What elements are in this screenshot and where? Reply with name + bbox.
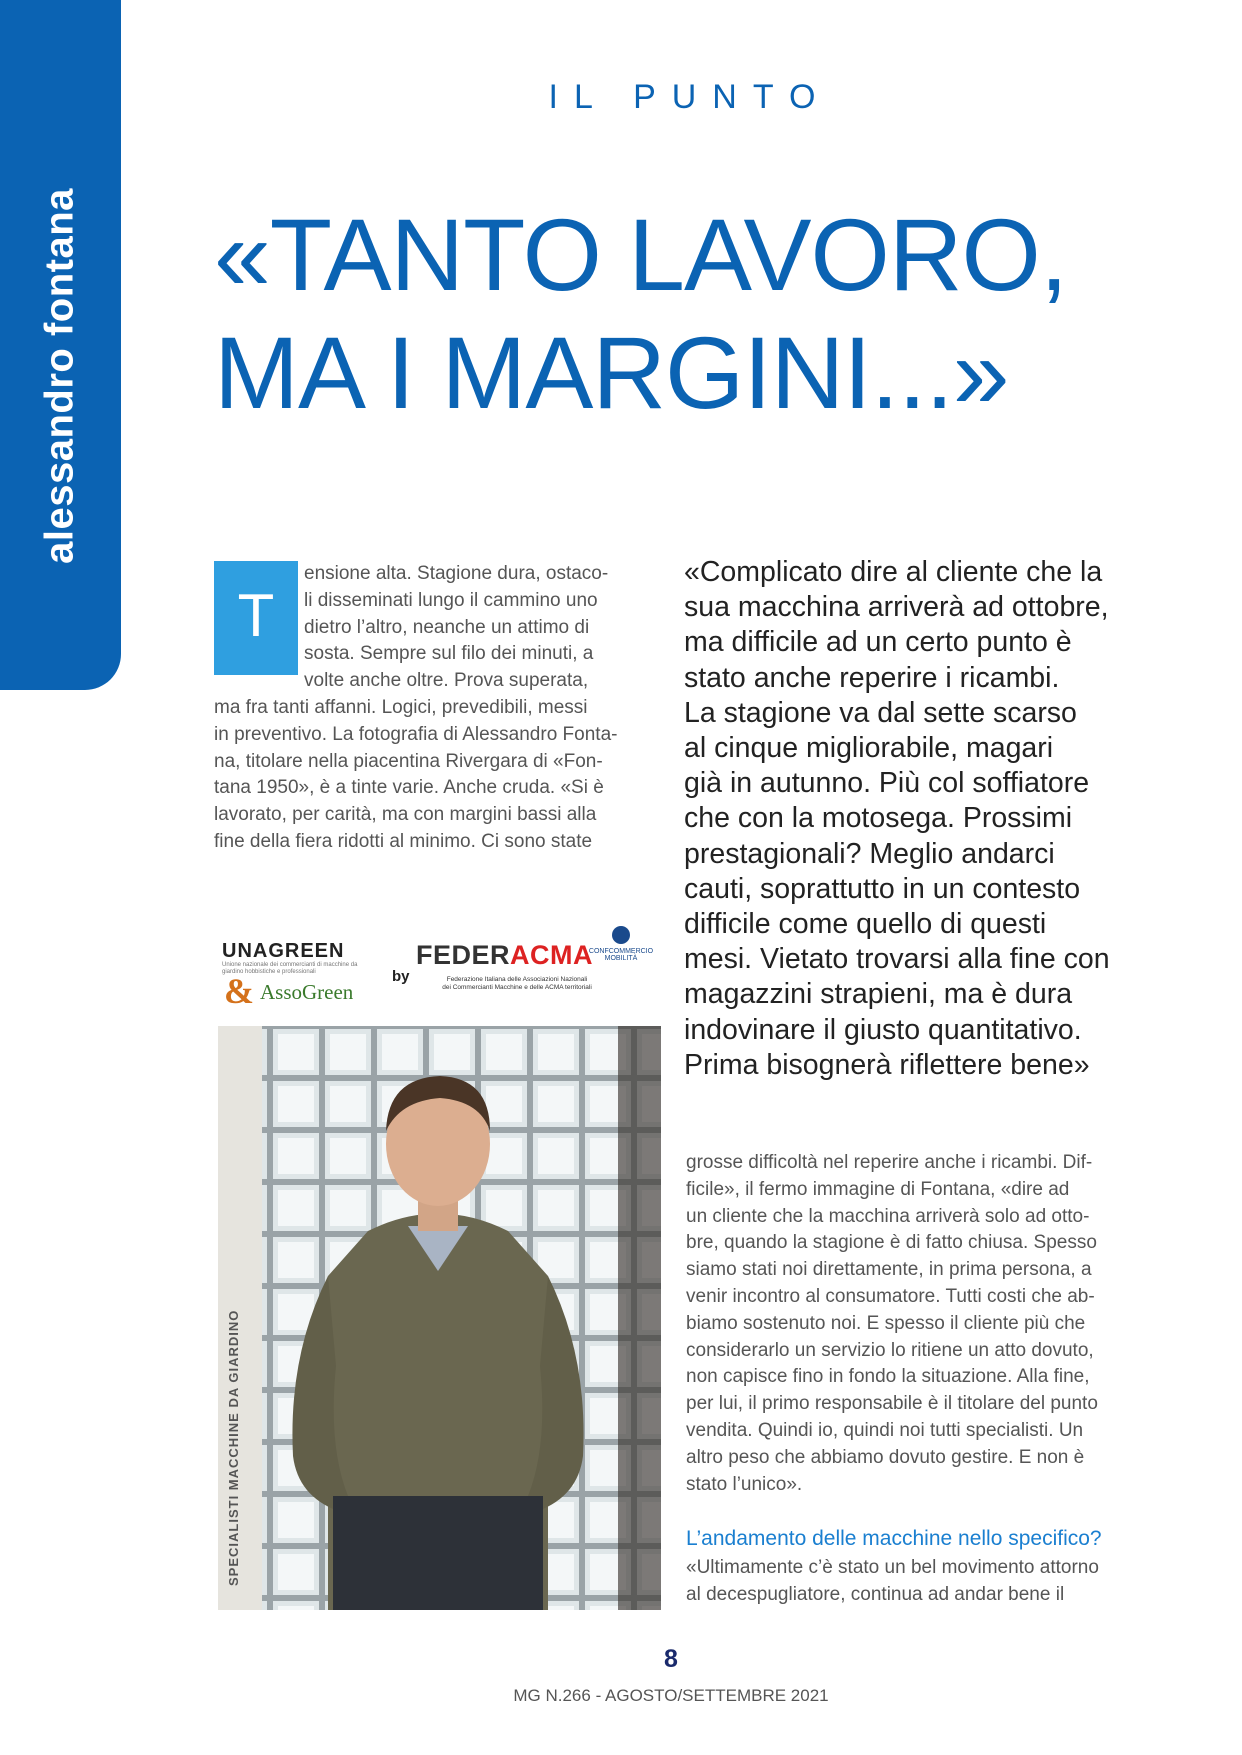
intro-paragraph xyxy=(214,695,646,856)
quote-line: cauti, soprattutto in un contesto xyxy=(684,872,1081,905)
intro-line: volte anche oltre. Prova superata, xyxy=(304,670,589,692)
quote-line: prestagionali? Meglio andarci xyxy=(684,837,1055,870)
body-line: bre, quando la stagione è di fatto chiusa. Spesso xyxy=(686,1232,1097,1254)
partner-logos xyxy=(222,926,658,1011)
federacma-tagline: Federazione Italiana delle Associazioni Nazionali dei Commercianti Macchine e delle ACMA territoriali xyxy=(442,976,592,991)
pull-quote xyxy=(684,555,1154,1083)
by-label: by xyxy=(392,968,410,985)
headline-line-2: MA I MARGINI...» xyxy=(214,316,1009,430)
author-side-tab xyxy=(0,0,121,690)
confcommercio-logo xyxy=(584,926,658,962)
author-name: alessandro fontana xyxy=(37,188,82,564)
intro-line: na, titolare nella piacentina Rivergara di «Fon- xyxy=(214,750,603,772)
body-line: un cliente che la macchina arriverà solo ad otto- xyxy=(686,1205,1090,1227)
body-line: non capisce fino in fondo la situazione. Alla fine, xyxy=(686,1366,1090,1388)
intro-line: fine della fiera ridotti al minimo. Ci sono state xyxy=(214,830,593,852)
photo-banner-text: SPECIALISTI MACCHINE DA GIARDINO xyxy=(226,1309,241,1586)
drop-cap: T xyxy=(214,561,298,675)
headline-line-1: «TANTO LAVORO, xyxy=(214,198,1068,312)
intro-line: sosta. Sempre sul filo dei minuti, a xyxy=(304,643,594,665)
federacma-logo xyxy=(416,940,593,971)
quote-line: sua macchina arriverà ad ottobre, xyxy=(684,591,1109,624)
intro-line: li disseminati lungo il cammino uno xyxy=(304,589,598,611)
intro-line: lavorato, per carità, ma con margini bassi alla xyxy=(214,804,597,826)
page-number: 8 xyxy=(664,1645,678,1673)
body-line: siamo stati noi direttamente, in prima persona, a xyxy=(686,1259,1092,1281)
confcommercio-name: CONFCOMMERCIO xyxy=(588,948,654,955)
quote-line: difficile come quello di questi xyxy=(684,908,1047,941)
confcommercio-emblem-icon xyxy=(612,926,630,944)
quote-line: Prima bisognerà riflettere bene» xyxy=(684,1048,1090,1081)
unagreen-logo: UNAGREEN xyxy=(222,940,345,962)
body-line: «Ultimamente c’è stato un bel movimento attorno xyxy=(686,1557,1099,1578)
body-line: al decespugliatore, continua ad andar bene il xyxy=(686,1583,1065,1605)
intro-line: ensione alta. Stagione dura, ostaco- xyxy=(304,563,609,584)
headline xyxy=(214,196,1194,432)
body-line: considerarlo un servizio lo ritiene un atto dovuto, xyxy=(686,1339,1094,1361)
quote-line: già in autunno. Più col soffiatore xyxy=(684,767,1090,800)
body-line: altro peso che abbiamo dovuto gestire. E non è xyxy=(686,1446,1085,1468)
intro-line: tana 1950», è a tinte varie. Anche cruda. «Si è xyxy=(214,777,604,799)
federacma-suffix: ACMA xyxy=(510,940,594,970)
quote-line: indovinare il giusto quantitativo. xyxy=(684,1013,1082,1046)
quote-line: al cinque migliorabile, magari xyxy=(684,732,1054,765)
body-column xyxy=(686,1150,1156,1498)
final-paragraph xyxy=(686,1555,1156,1609)
intro-line: ma fra tanti affanni. Logici, prevedibili, messi xyxy=(214,697,588,718)
section-title: IL PUNTO xyxy=(548,78,832,116)
body-line: per lui, il primo responsabile è il titolare del punto xyxy=(686,1393,1098,1415)
intro-line: dietro l’altro, neanche un attimo di xyxy=(304,616,590,638)
mobilita-label: MOBILITÀ xyxy=(604,955,638,962)
section-subhead: L’andamento delle macchine nello specifico? xyxy=(686,1527,1102,1550)
federacma-prefix: FEDER xyxy=(416,940,511,970)
quote-line: La stagione va dal sette scarso xyxy=(684,696,1077,729)
issue-info: MG N.266 - AGOSTO/SETTEMBRE 2021 xyxy=(513,1686,829,1705)
body-line: stato l’unico». xyxy=(686,1473,803,1495)
quote-line: «Complicato dire al cliente che la xyxy=(684,556,1103,588)
body-line: ficile», il fermo immagine di Fontana, «dire ad xyxy=(686,1178,1070,1200)
body-line: venir incontro al consumatore. Tutti costi che ab- xyxy=(686,1285,1095,1307)
quote-line: stato anche reperire i ricambi. xyxy=(684,661,1060,694)
intro-line: in preventivo. La fotografia di Alessandro Fonta- xyxy=(214,723,618,745)
quote-line: magazzini strapieni, ma è dura xyxy=(684,978,1073,1011)
unagreen-tagline: Unione nazionale dei commercianti di macchine da giardino hobbistiche e professionali xyxy=(222,962,358,975)
body-line: biamo sostenuto noi. E spesso il cliente più che xyxy=(686,1312,1086,1334)
portrait-photo xyxy=(218,1026,661,1610)
assogreen-logo: AssoGreen xyxy=(260,980,354,1004)
body-line: grosse difficoltà nel reperire anche i ricambi. Dif- xyxy=(686,1152,1093,1173)
body-line: vendita. Quindi io, quindi noi tutti specialisti. Un xyxy=(686,1419,1084,1441)
quote-line: che con la motosega. Prossimi xyxy=(684,802,1073,835)
ampersand-mark: & xyxy=(224,971,254,1011)
quote-line: ma difficile ad un certo punto è xyxy=(684,626,1072,659)
intro-indented xyxy=(304,561,646,695)
quote-line: mesi. Vietato trovarsi alla fine con xyxy=(684,943,1110,976)
